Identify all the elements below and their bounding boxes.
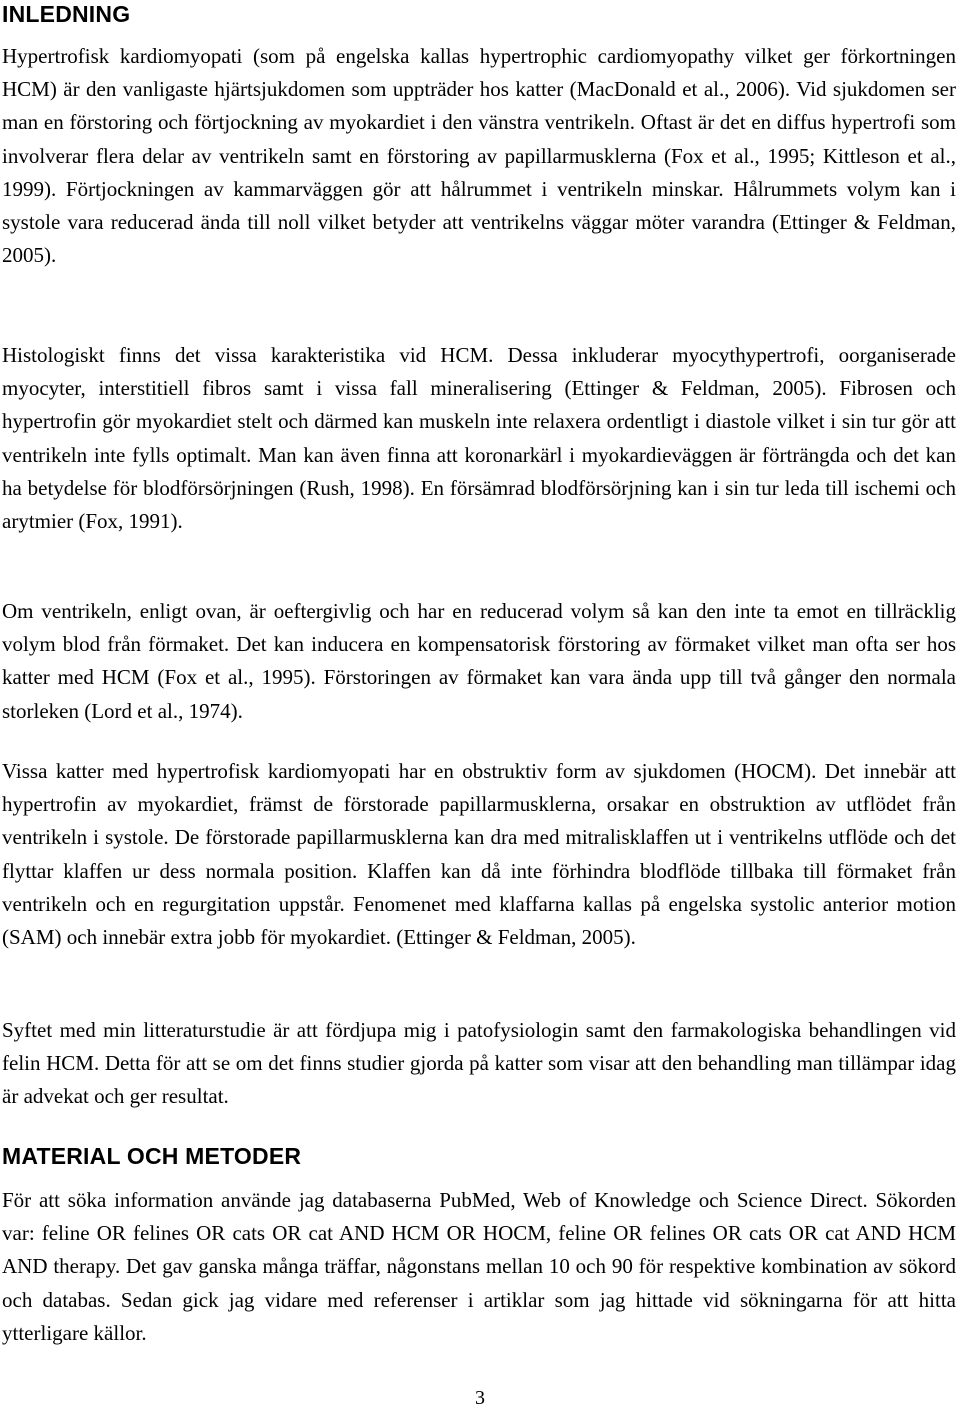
paragraph-intro-4: Vissa katter med hypertrofisk kardiomyopati har en obstruktiv form av sjukdomen (HOCM). Det innebär att hypertrofin av myokardiet, främst de förstorade papillarmusklerna, orsakar en obstruktion av utflödet från ventrikeln i systole. De förstorade papillarmusklerna kan dra med mitralisklaffen ut i ventrikelns utflöde och det flyttar klaffen ur dess normala position. Klaffen kan då inte förhindra blodflöde tillbaka till förmaket från ventrikeln och en regurgitation uppstår. Fenomenet med klaffarna kallas på engelska systolic anterior motion (SAM) och innebär extra jobb för myokardiet. (Ettinger & Feldman, 2005). (2, 759, 956, 950)
page-number: 3 (475, 1387, 485, 1409)
paragraph-intro-3: Om ventrikeln, enligt ovan, är oeftergivlig och har en reducerad volym så kan den inte ta emot en tillräcklig volym blod från förmaket. Det kan inducera en kompensatorisk förstoring av förmaket vilket man ofta ser hos katter med HCM (Fox et al., 1995). Förstoringen av förmaket kan vara ända upp till två gånger den normala storleken (Lord et al., 1974). (2, 599, 956, 723)
paragraph-intro-2: Histologiskt finns det vissa karakteristika vid HCM. Dessa inkluderar myocythypertrofi, oorganiserade myocyter, interstitiell fibros samt i vissa fall mineralisering (Ettinger & Feldman, 2005). Fibrosen och hypertrofin gör myokardiet stelt och därmed kan muskeln inte relaxera ordentligt i diastole vilket i sin tur gör att ventrikeln inte fylls optimalt. Man kan även finna att koronarkärl i myokardieväggen är förträngda och det kan ha betydelse för blodförsörjningen (Rush, 1998). En försämrad blodförsörjning kan i sin tur leda till ischemi och arytmier (Fox, 1991). (2, 343, 956, 534)
paragraph-intro-1: Hypertrofisk kardiomyopati (som på engelska kallas hypertrophic cardiomyopathy vilket ger förkortningen HCM) är den vanligaste hjärtsjukdomen som uppträder hos katter (MacDonald et al., 2006). Vid sjukdomen ser man en förstoring och förtjockning av myokardiet i den vänstra ventrikeln. Oftast är det en diffus hypertrofi som involverar flera delar av ventrikeln samt en förstoring av papillarmusklerna (Fox et al., 1995; Kittleson et al., 1999). Förtjockningen av kammarväggen gör att hålrummet i ventrikeln minskar. Hålrummets volym kan i systole vara reducerad ända till noll vilket betyder att ventrikelns väggar möter varandra (Ettinger & Feldman, 2005). (2, 44, 956, 268)
paragraph-methods-1: För att söka information använde jag databaserna PubMed, Web of Knowledge och Science Direct. Sökorden var: feline OR felines OR cats OR cat AND HCM OR HOCM, feline OR felines OR cats OR cat AND HCM AND therapy. Det gav ganska många träffar, någonstans mellan 10 och 90 för respektive kombination av sökord och databas. Sedan gick jag vidare med referenser i artiklar som jag hittade vid sökningarna för att hitta ytterligare källor. (2, 1188, 956, 1345)
section-heading-inledning: INLEDNING (2, 1, 131, 27)
paragraph-intro-5: Syftet med min litteraturstudie är att fördjupa mig i patofysiologin samt den farmakologiska behandlingen vid felin HCM. Detta för att se om det finns studier gjorda på katter som visar att den behandling man tillämpar idag är advekat och ger resultat. (2, 1018, 956, 1109)
section-heading-material-och-metoder: MATERIAL OCH METODER (2, 1143, 302, 1169)
